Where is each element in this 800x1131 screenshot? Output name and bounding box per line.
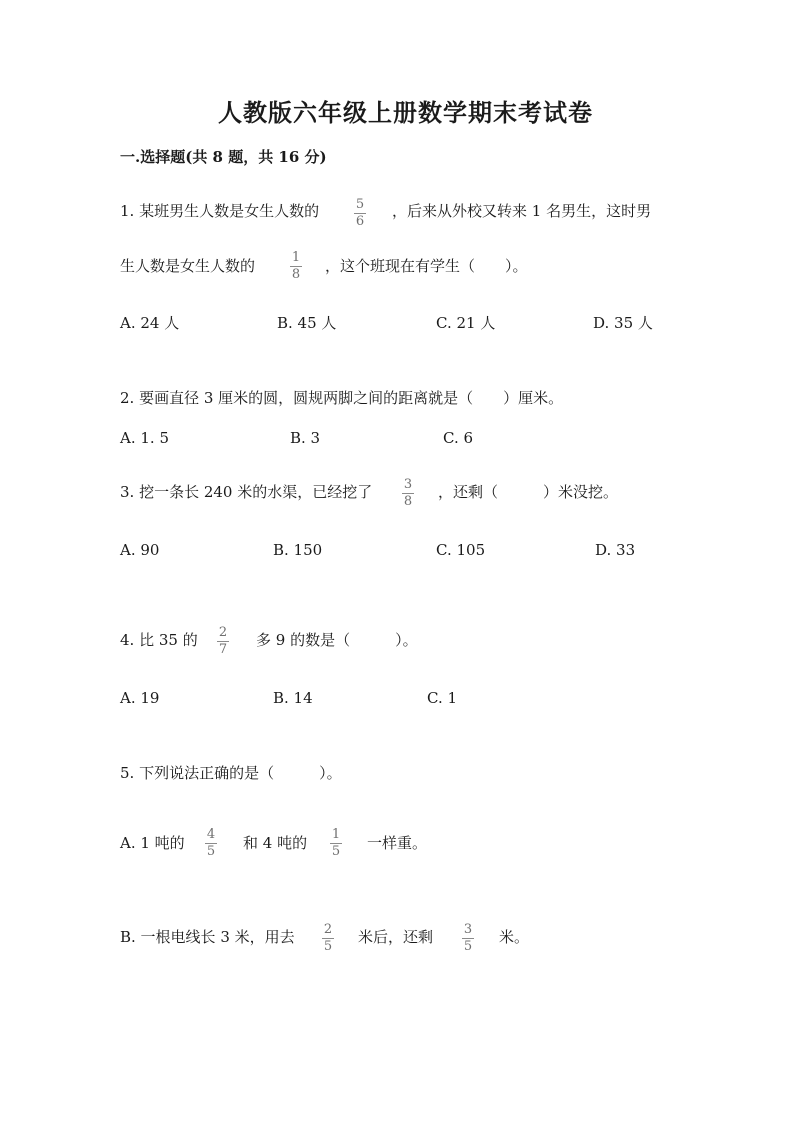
fraction-denominator: 8 xyxy=(291,267,301,282)
fraction-numerator: 1 xyxy=(331,827,341,842)
fraction xyxy=(290,251,302,281)
option-d[interactable]: D. 33 xyxy=(595,541,636,559)
option-b[interactable]: B. 45 人 xyxy=(277,314,337,332)
option-b-text-c: 米。 xyxy=(499,928,530,946)
option-c[interactable]: C. 21 人 xyxy=(436,314,496,332)
option-a-text-a: A. 1 吨的 xyxy=(120,834,185,852)
option-c[interactable]: C. 105 xyxy=(436,541,486,559)
fraction xyxy=(462,923,474,953)
section-heading: 一.选择题(共 8 题，共 16 分) xyxy=(120,148,327,166)
question-4-text-a: 4. 比 35 的 xyxy=(120,631,198,649)
option-d[interactable]: D. 35 人 xyxy=(593,314,653,332)
fraction-denominator: 5 xyxy=(331,844,341,859)
option-c[interactable]: C. 1 xyxy=(427,689,458,707)
fraction xyxy=(402,478,414,508)
fraction-numerator: 2 xyxy=(323,922,333,937)
option-a[interactable]: A. 24 人 xyxy=(120,314,180,332)
option-b[interactable]: B. 3 xyxy=(290,429,321,447)
fraction-numerator: 3 xyxy=(403,477,413,492)
fraction xyxy=(330,828,342,858)
fraction-denominator: 5 xyxy=(323,939,333,954)
fraction xyxy=(322,923,334,953)
option-b[interactable]: B. 150 xyxy=(273,541,323,559)
fraction-numerator: 4 xyxy=(206,827,216,842)
option-b-text-a: B. 一根电线长 3 米，用去 xyxy=(120,928,295,946)
fraction-denominator: 7 xyxy=(218,642,228,657)
fraction-numerator: 3 xyxy=(463,922,473,937)
question-3-text-b: ，还剩（ ）米没挖。 xyxy=(438,483,619,501)
fraction-denominator: 8 xyxy=(403,494,413,509)
option-b[interactable]: B. 14 xyxy=(273,689,313,707)
fraction-denominator: 5 xyxy=(206,844,216,859)
option-b-text-b: 米后，还剩 xyxy=(358,928,434,946)
question-2-text: 2. 要画直径 3 厘米的圆，圆规两脚之间的距离就是（ ）厘米。 xyxy=(120,389,564,407)
option-a-text-b: 和 4 吨的 xyxy=(243,834,308,852)
option-a[interactable]: A. 90 xyxy=(120,541,160,559)
fraction-denominator: 6 xyxy=(355,214,365,229)
fraction-numerator: 2 xyxy=(218,625,228,640)
fraction-denominator: 5 xyxy=(463,939,473,954)
question-4-text-b: 多 9 的数是（ ）。 xyxy=(256,631,418,649)
option-a[interactable]: A. 1. 5 xyxy=(120,429,169,447)
question-3-text-a: 3. 挖一条长 240 米的水渠，已经挖了 xyxy=(120,483,373,501)
question-1-text-a: 1. 某班男生人数是女生人数的 xyxy=(120,202,320,220)
option-c[interactable]: C. 6 xyxy=(443,429,474,447)
question-5-text: 5. 下列说法正确的是（ ）。 xyxy=(120,764,342,782)
fraction xyxy=(217,626,229,656)
option-a[interactable]: A. 19 xyxy=(120,689,160,707)
fraction xyxy=(354,198,366,228)
fraction xyxy=(205,828,217,858)
page-title: 人教版六年级上册数学期末考试卷 xyxy=(218,98,593,127)
option-a-text-c: 一样重。 xyxy=(367,834,428,852)
question-1-text-c: 生人数是女生人数的 xyxy=(120,257,256,275)
question-1-text-b: ，后来从外校又转来 1 名男生，这时男 xyxy=(392,202,652,220)
fraction-numerator: 5 xyxy=(355,197,365,212)
question-1-text-d: ，这个班现在有学生（ ）。 xyxy=(325,257,528,275)
fraction-numerator: 1 xyxy=(291,250,301,265)
